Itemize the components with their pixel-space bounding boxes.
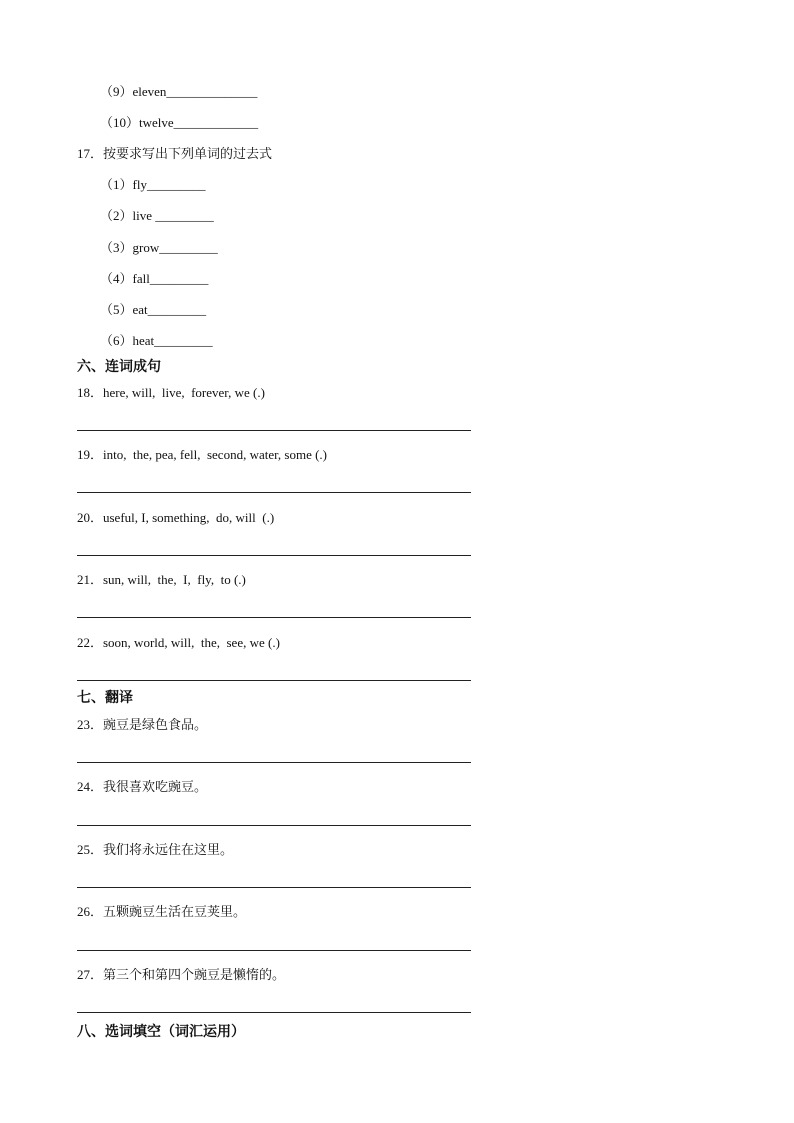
- q23-text: 23．豌豆是绿色食品。: [77, 717, 208, 732]
- q17-item-5: （5）eat_________: [100, 302, 207, 317]
- q23-answer-line[interactable]: [77, 762, 471, 763]
- q17-prompt: 17．按要求写出下列单词的过去式: [77, 146, 273, 161]
- q19-answer-line[interactable]: [77, 492, 471, 493]
- q25-text: 25．我们将永远住在这里。: [77, 842, 234, 857]
- q26-answer-line[interactable]: [77, 950, 471, 951]
- q21-text: 21．sun, will, the, I, fly, to (.): [77, 572, 246, 587]
- q18-answer-line[interactable]: [77, 430, 471, 431]
- q17-item-6: （6）heat_________: [100, 333, 213, 348]
- section8-heading: 八、选词填空（词汇运用）: [77, 1024, 245, 1040]
- q24-text: 24．我很喜欢吃豌豆。: [77, 779, 208, 794]
- q17-item-4: （4）fall_________: [100, 271, 209, 286]
- q26-text: 26．五颗豌豆生活在豆荚里。: [77, 904, 247, 919]
- q21-answer-line[interactable]: [77, 617, 471, 618]
- q16-item-9: （9）eleven______________: [100, 84, 258, 99]
- section6-heading: 六、连词成句: [77, 359, 161, 375]
- q17-item-2: （2）live _________: [100, 208, 214, 223]
- q17-item-3: （3）grow_________: [100, 240, 218, 255]
- q19-text: 19．into, the, pea, fell, second, water, some (.): [77, 447, 328, 462]
- q16-item-10: （10）twelve_____________: [100, 115, 259, 130]
- q27-text: 27．第三个和第四个豌豆是懒惰的。: [77, 967, 286, 982]
- q25-answer-line[interactable]: [77, 887, 471, 888]
- q20-answer-line[interactable]: [77, 555, 471, 556]
- q17-item-1: （1）fly_________: [100, 177, 206, 192]
- q22-answer-line[interactable]: [77, 680, 471, 681]
- section7-heading: 七、翻译: [77, 690, 133, 706]
- q20-text: 20．useful, I, something, do, will (.): [77, 510, 275, 525]
- q22-text: 22．soon, world, will, the, see, we (.): [77, 635, 280, 650]
- q27-answer-line[interactable]: [77, 1012, 471, 1013]
- q18-text: 18．here, will, live, forever, we (.): [77, 385, 265, 400]
- q24-answer-line[interactable]: [77, 825, 471, 826]
